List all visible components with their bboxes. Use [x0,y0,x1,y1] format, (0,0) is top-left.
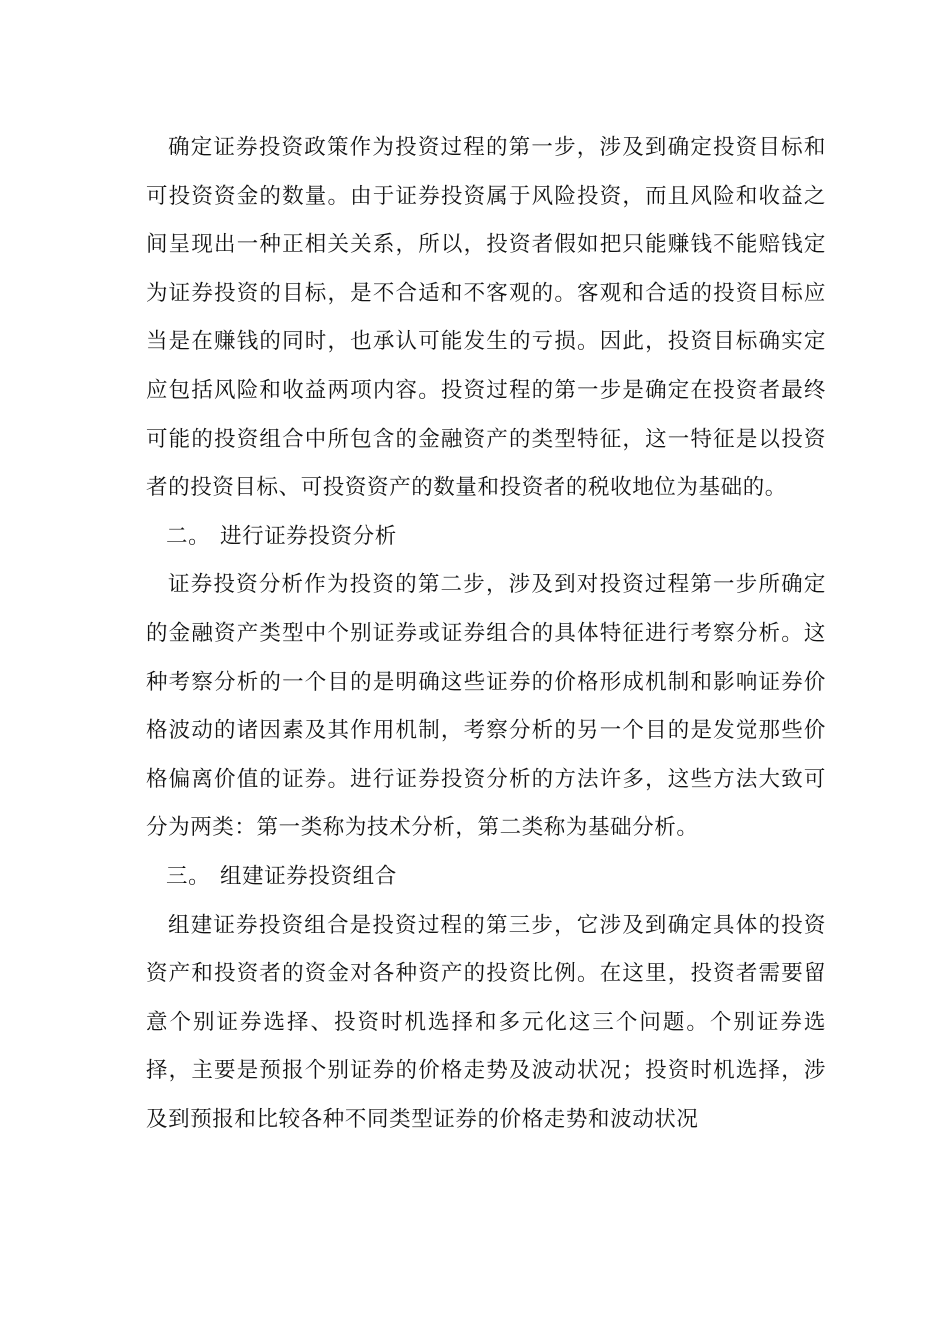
paragraph-portfolio-construction: 组建证券投资组合是投资过程的第三步，它涉及到确定具体的投资资产和投资者的资金对各种资产的投资比例。在这里，投资者需要留意个别证券选择、投资时机选择和多元化这三个问题。个别证券选择，主要是预报个别证券的价格走势及波动状况；投资时机选择，涉及到预报和比较各种不同类型证券的价格走势和波动状况 [146,912,826,1132]
paragraph-investment-policy: 确定证券投资政策作为投资过程的第一步，涉及到确定投资目标和可投资资金的数量。由于证券投资属于风险投资，而且风险和收益之间呈现出一种正相关关系，所以，投资者假如把只能赚钱不能赔钱定为证券投资的目标，是不合适和不客观的。客观和合适的投资目标应当是在赚钱的同时，也承认可能发生的亏损。因此，投资目标确实定应包括风险和收益两项内容。投资过程的第一步是确定在投资者最终可能的投资组合中所包含的金融资产的类型特征，这一特征是以投资者的投资目标、可投资资产的数量和投资者的税收地位为基础的。 [146,135,826,501]
section-heading-portfolio [146,853,826,902]
section-heading-analysis [146,513,826,562]
section-number: 二。 [166,523,211,549]
paragraph-investment-analysis: 证券投资分析作为投资的第二步，涉及到对投资过程第一步所确定的金融资产类型中个别证券或证券组合的具体特征进行考察分析。这种考察分析的一个目的是明确这些证券的价格形成机制和影响证券价格波动的诸因素及其作用机制，考察分析的另一个目的是发觉那些价格偏离价值的证券。进行证券投资分析的方法许多，这些方法大致可分为两类：第一类称为技术分析，第二类称为基础分析。 [146,572,826,841]
document-body [146,124,826,1144]
section-title: 组建证券投资组合 [220,863,397,889]
section-title: 进行证券投资分析 [220,523,397,549]
section-number: 三。 [166,863,211,889]
